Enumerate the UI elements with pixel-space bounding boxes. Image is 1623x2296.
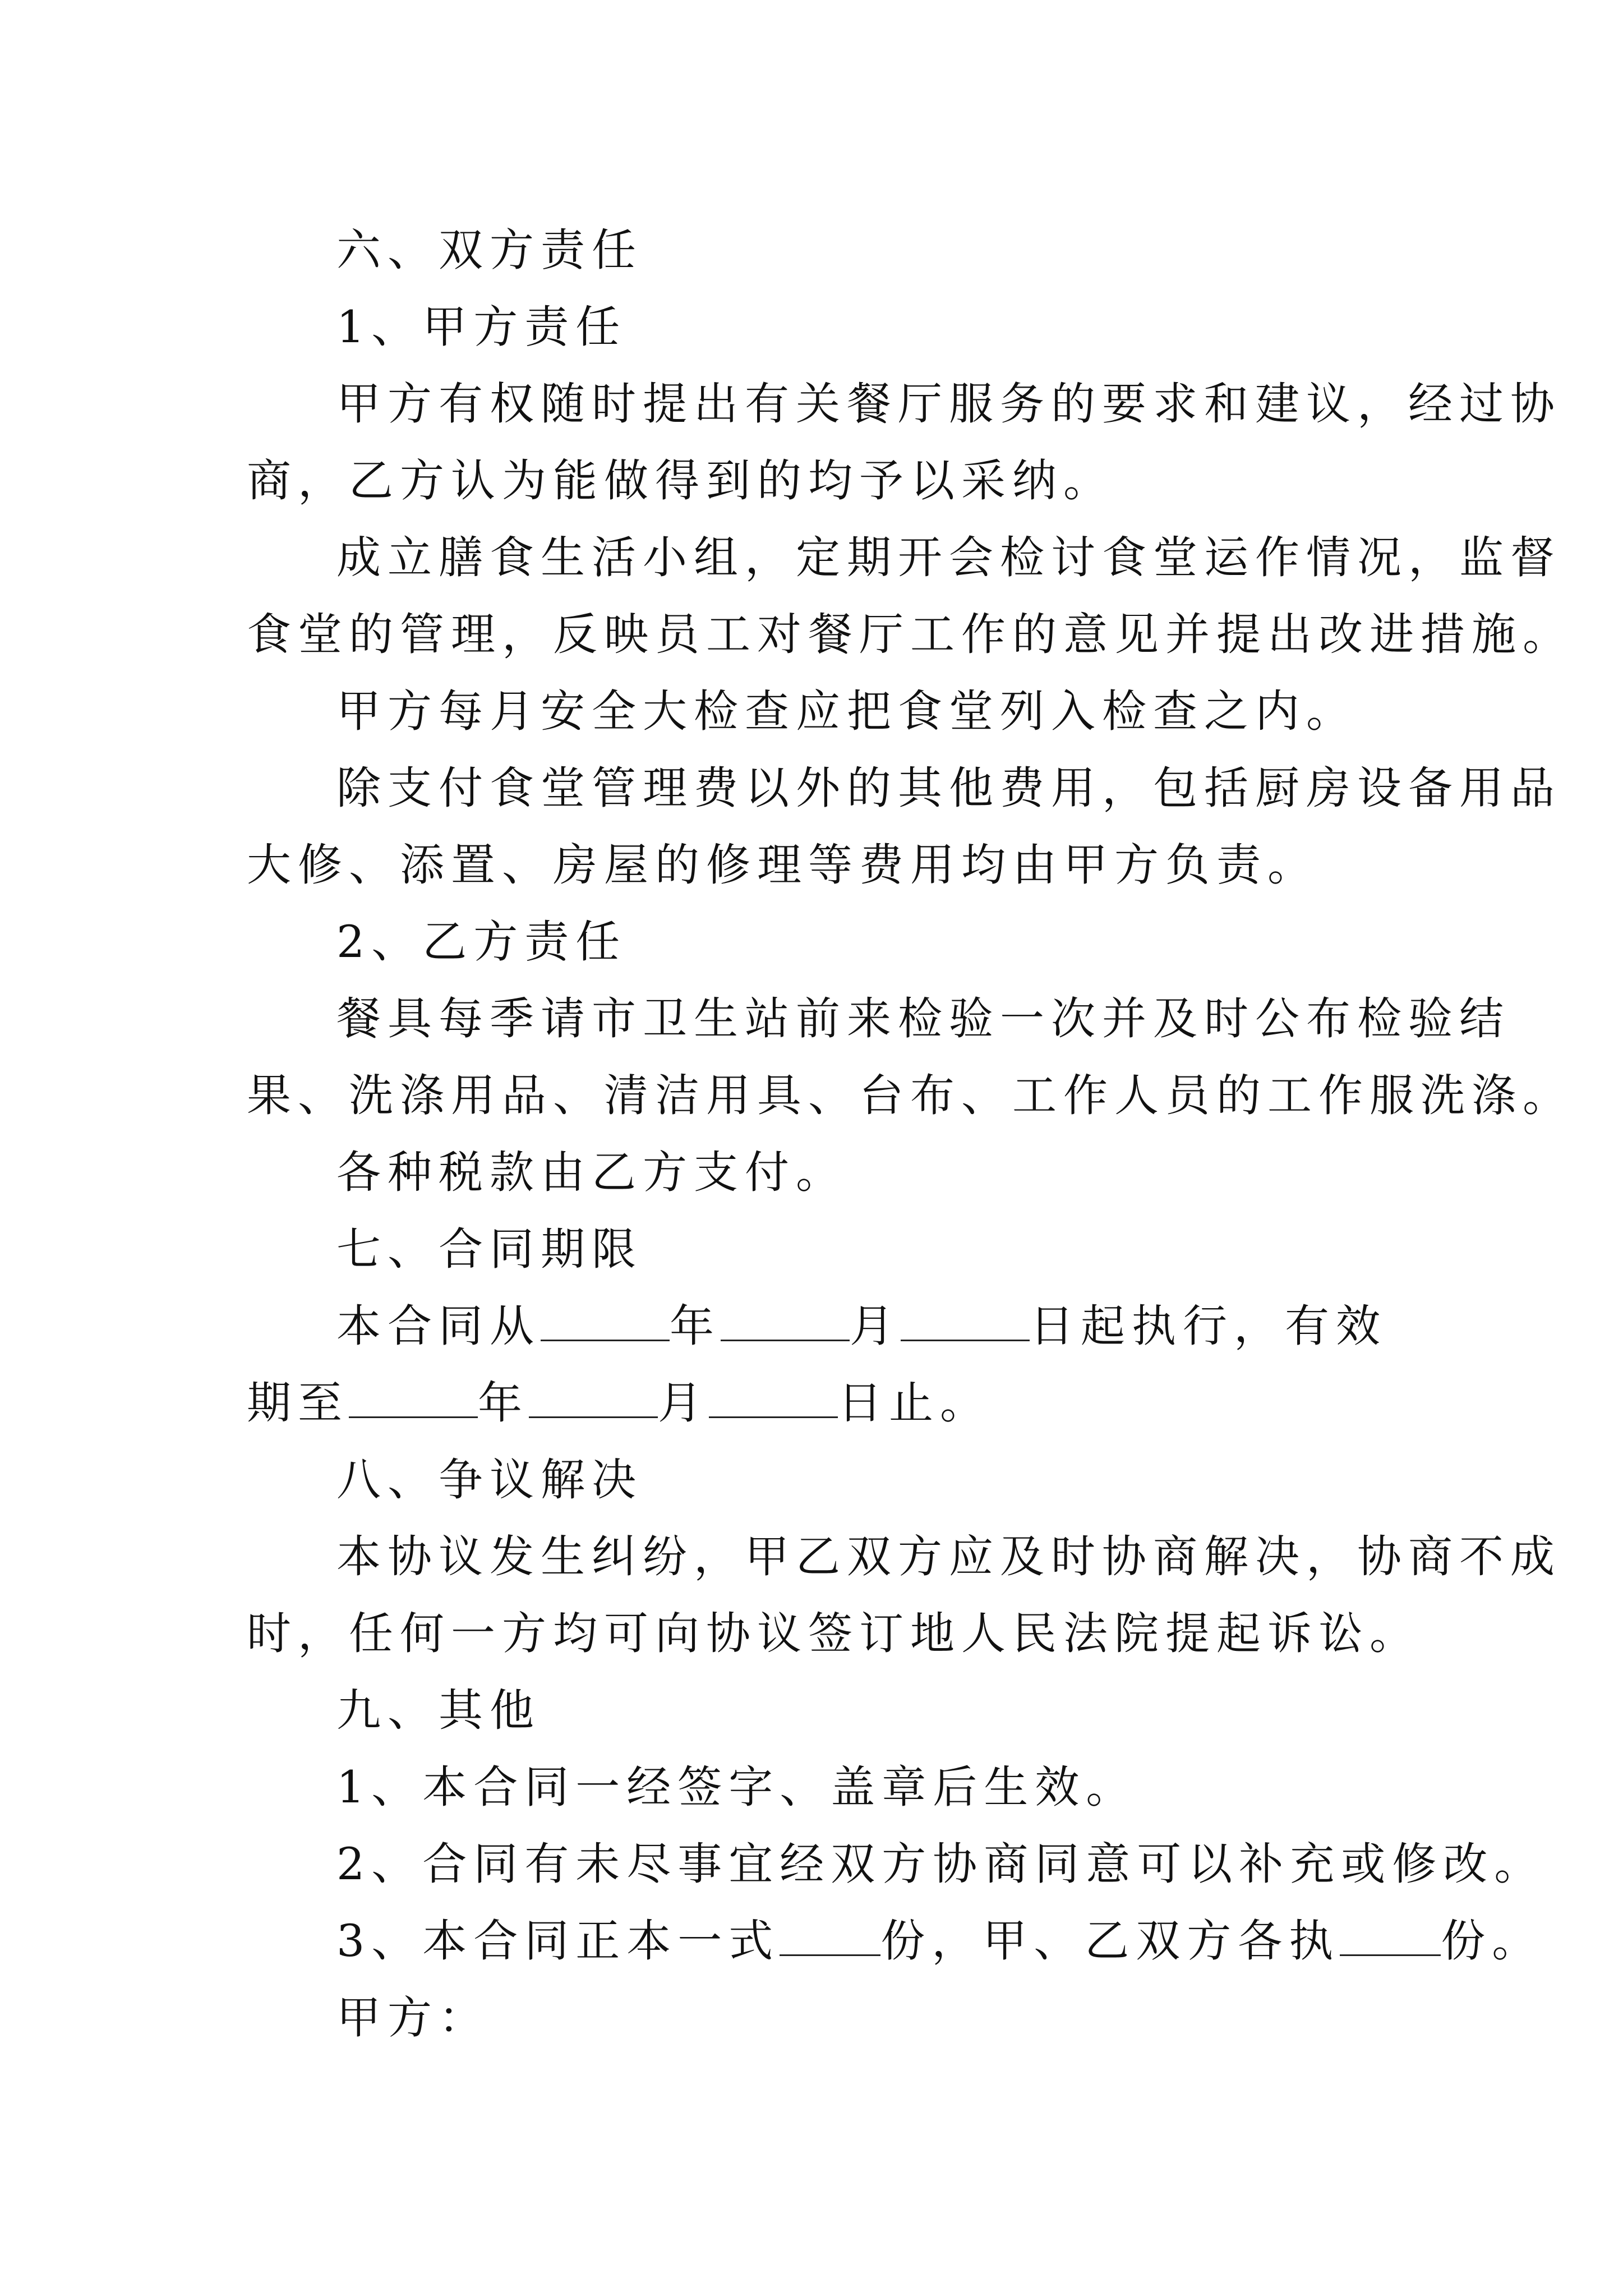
subheading-party-a: 1、甲方责任 (336, 301, 627, 353)
paragraph-line: 本协议发生纠纷，甲乙双方应及时协商解决，协商不成 (336, 1531, 1561, 1582)
term-end-line (247, 1365, 1391, 1442)
copies-text: 份。 (1441, 1915, 1543, 1967)
fill-blank-year (541, 1306, 670, 1341)
copies-clause-line (247, 1903, 1543, 1980)
paragraph-line: 餐具每季请市卫生站前来检验一次并及时公布检验结 (336, 993, 1510, 1045)
paragraph-line: 甲方每月安全大检查应把食堂列入检查之内。 (336, 685, 1357, 737)
fill-blank-month (721, 1306, 850, 1341)
fill-blank-year (349, 1383, 478, 1418)
section-heading-other: 九、其他 (336, 1685, 541, 1736)
copies-text: 份，甲、乙双方各执 (880, 1915, 1340, 1967)
term-text: 期至 (247, 1377, 349, 1429)
term-start-line (247, 1288, 1391, 1365)
paragraph-line: 大修、添置、房屋的修理等费用均由甲方负责。 (247, 839, 1318, 891)
term-text: 日止。 (838, 1377, 991, 1429)
paragraph-line: 食堂的管理，反映员工对餐厅工作的意见并提出改进措施。 (247, 609, 1574, 660)
term-text: 本合同从 (336, 1300, 541, 1352)
subheading-party-b: 2、乙方责任 (336, 916, 627, 968)
paragraph-line: 时，任何一方均可向协议签订地人民法院提起诉讼。 (247, 1608, 1421, 1659)
term-text: 日起执行，有效 (1030, 1300, 1387, 1352)
fill-blank-day (709, 1383, 838, 1418)
section-heading-dispute: 八、争议解决 (336, 1454, 643, 1506)
fill-blank-copies (780, 1921, 880, 1956)
section-heading-term: 七、合同期限 (336, 1223, 643, 1275)
paragraph-line: 各种税款由乙方支付。 (336, 1147, 847, 1198)
paragraph-line: 商，乙方认为能做得到的均予以采纳。 (247, 455, 1114, 507)
fill-blank-day (901, 1306, 1030, 1341)
clause-line: 1、本合同一经签字、盖章后生效。 (336, 1761, 1137, 1813)
term-text: 月 (850, 1300, 901, 1352)
clause-line: 2、合同有未尽事宜经双方协商同意可以补充或修改。 (336, 1838, 1546, 1890)
fill-blank-copies-each (1340, 1921, 1441, 1956)
term-text: 月 (658, 1377, 709, 1429)
copies-text: 3、本合同正本一式 (336, 1915, 780, 1967)
paragraph-line: 成立膳食生活小组，定期开会检讨食堂运作情况，监督 (336, 532, 1561, 583)
term-text: 年 (478, 1377, 529, 1429)
term-text: 年 (670, 1300, 721, 1352)
party-a-signature-label: 甲方： (336, 1992, 490, 2044)
fill-blank-month (529, 1383, 658, 1418)
document-body (247, 212, 1574, 2056)
section-heading-responsibilities: 六、双方责任 (336, 224, 643, 276)
paragraph-line: 除支付食堂管理费以外的其他费用，包括厨房设备用品 (336, 762, 1561, 814)
paragraph-line: 甲方有权随时提出有关餐厅服务的要求和建议，经过协 (336, 378, 1561, 430)
paragraph-line: 果、洗涤用品、清洁用具、台布、工作人员的工作服洗涤。 (247, 1070, 1574, 1121)
